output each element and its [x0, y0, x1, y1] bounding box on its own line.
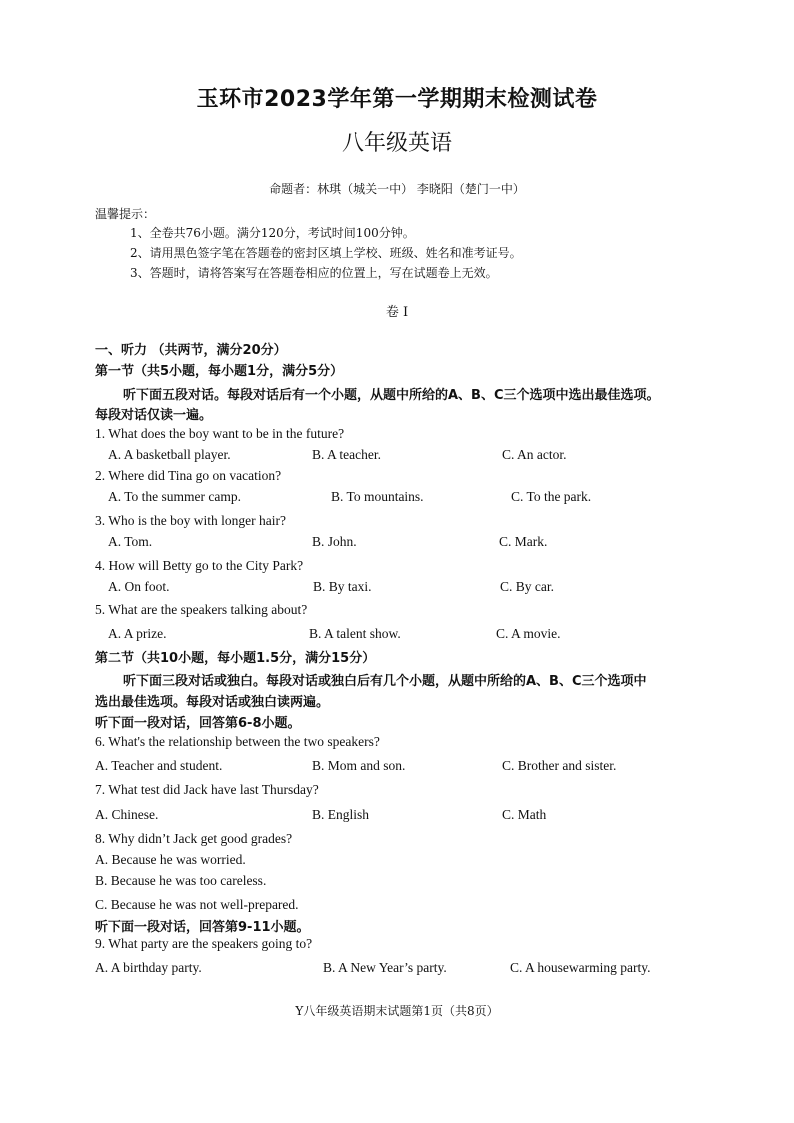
note-item-2: 2、请用黑色签字笔在答题卷的密封区填上学校、班级、姓名和准考证号。: [130, 246, 522, 260]
question-7-stem: 7. What test did Jack have last Thursday?: [95, 782, 319, 797]
q1-option-c: C. An actor.: [502, 447, 567, 462]
q8-option-b: B. Because he was too careless.: [95, 873, 267, 888]
q2-option-c: C. To the park.: [511, 489, 592, 504]
q7-option-a: A. Chinese.: [95, 807, 159, 822]
group1-label: 听下面一段对话，回答第6-8小题。: [95, 716, 301, 731]
q5-option-a: A. A prize.: [108, 626, 167, 641]
q6-option-a: A. Teacher and student.: [95, 758, 223, 773]
q6-option-c: C. Brother and sister.: [502, 758, 617, 773]
q2-option-b: B. To mountains.: [331, 489, 424, 504]
section1-instructions: 听下面五段对话。每段对话后有一个小题，从题中所给的A、B、C三个选项中选出最佳选项。: [123, 388, 660, 403]
q8-option-a: A. Because he was worried.: [95, 852, 246, 867]
q7-option-b: B. English: [312, 807, 370, 822]
question-4-stem: 4. How will Betty go to the City Park?: [95, 558, 304, 573]
page-footer: Y八年级英语期末试题第1页（共8页）: [295, 1004, 499, 1018]
q3-option-b: B. John.: [312, 534, 357, 549]
q4-option-a: A. On foot.: [108, 579, 170, 594]
notes-heading: 温馨提示：: [95, 207, 156, 221]
section2-instructions-cont: 选出最佳选项。每段对话或独白读两遍。: [95, 695, 330, 710]
q5-option-c: C. A movie.: [496, 626, 561, 641]
question-2-stem: 2. Where did Tina go on vacation?: [95, 468, 282, 483]
q6-option-b: B. Mom and son.: [312, 758, 406, 773]
q3-option-a: A. Tom.: [108, 534, 153, 549]
q9-option-b: B. A New Year’s party.: [323, 960, 447, 975]
q5-option-b: B. A talent show.: [309, 626, 401, 641]
part1-heading: 一、听力 （共两节，满分20分）: [95, 343, 287, 358]
q1-option-a: A. A basketball player.: [108, 447, 231, 462]
question-1-stem: 1. What does the boy want to be in the future?: [95, 426, 345, 441]
question-9-stem: 9. What party are the speakers going to?: [95, 936, 313, 951]
q7-option-c: C. Math: [502, 807, 547, 822]
q4-option-b: B. By taxi.: [313, 579, 372, 594]
q9-option-a: A. A birthday party.: [95, 960, 202, 975]
q8-option-c: C. Because he was not well-prepared.: [95, 897, 299, 912]
q4-option-c: C. By car.: [500, 579, 554, 594]
section1-instructions-cont: 每段对话仅读一遍。: [95, 408, 213, 423]
group2-label: 听下面一段对话，回答第9-11小题。: [95, 920, 310, 935]
exam-subtitle: 八年级英语: [341, 131, 452, 156]
volume-label: 卷 I: [385, 305, 409, 320]
section2-instructions: 听下面三段对话或独白。每段对话或独白后有几个小题，从题中所给的A、B、C三个选项中: [123, 674, 647, 689]
q3-option-c: C. Mark.: [499, 534, 548, 549]
question-3-stem: 3. Who is the boy with longer hair?: [95, 513, 286, 528]
q2-option-a: A. To the summer camp.: [108, 489, 242, 504]
question-8-stem: 8. Why didn’t Jack get good grades?: [95, 831, 293, 846]
question-6-stem: 6. What's the relationship between the two speakers?: [95, 734, 380, 749]
note-item-3: 3、答题时，请将答案写在答题卷相应的位置上，写在试题卷上无效。: [130, 266, 498, 280]
section1-heading: 第一节（共5小题，每小题1分，满分5分）: [95, 364, 344, 379]
q1-option-b: B. A teacher.: [312, 447, 381, 462]
section2-heading: 第二节（共10小题，每小题1.5分，满分15分）: [95, 651, 376, 666]
question-5-stem: 5. What are the speakers talking about?: [95, 602, 308, 617]
note-item-1: 1、全卷共76小题。满分120分，考试时间100分钟。: [130, 226, 415, 240]
q9-option-c: C. A housewarming party.: [510, 960, 651, 975]
exam-title: 玉环市2023学年第一学期期末检测试卷: [196, 87, 598, 112]
authors-line: 命题者：林琪（城关一中） 李晓阳（楚门一中）: [269, 182, 525, 196]
